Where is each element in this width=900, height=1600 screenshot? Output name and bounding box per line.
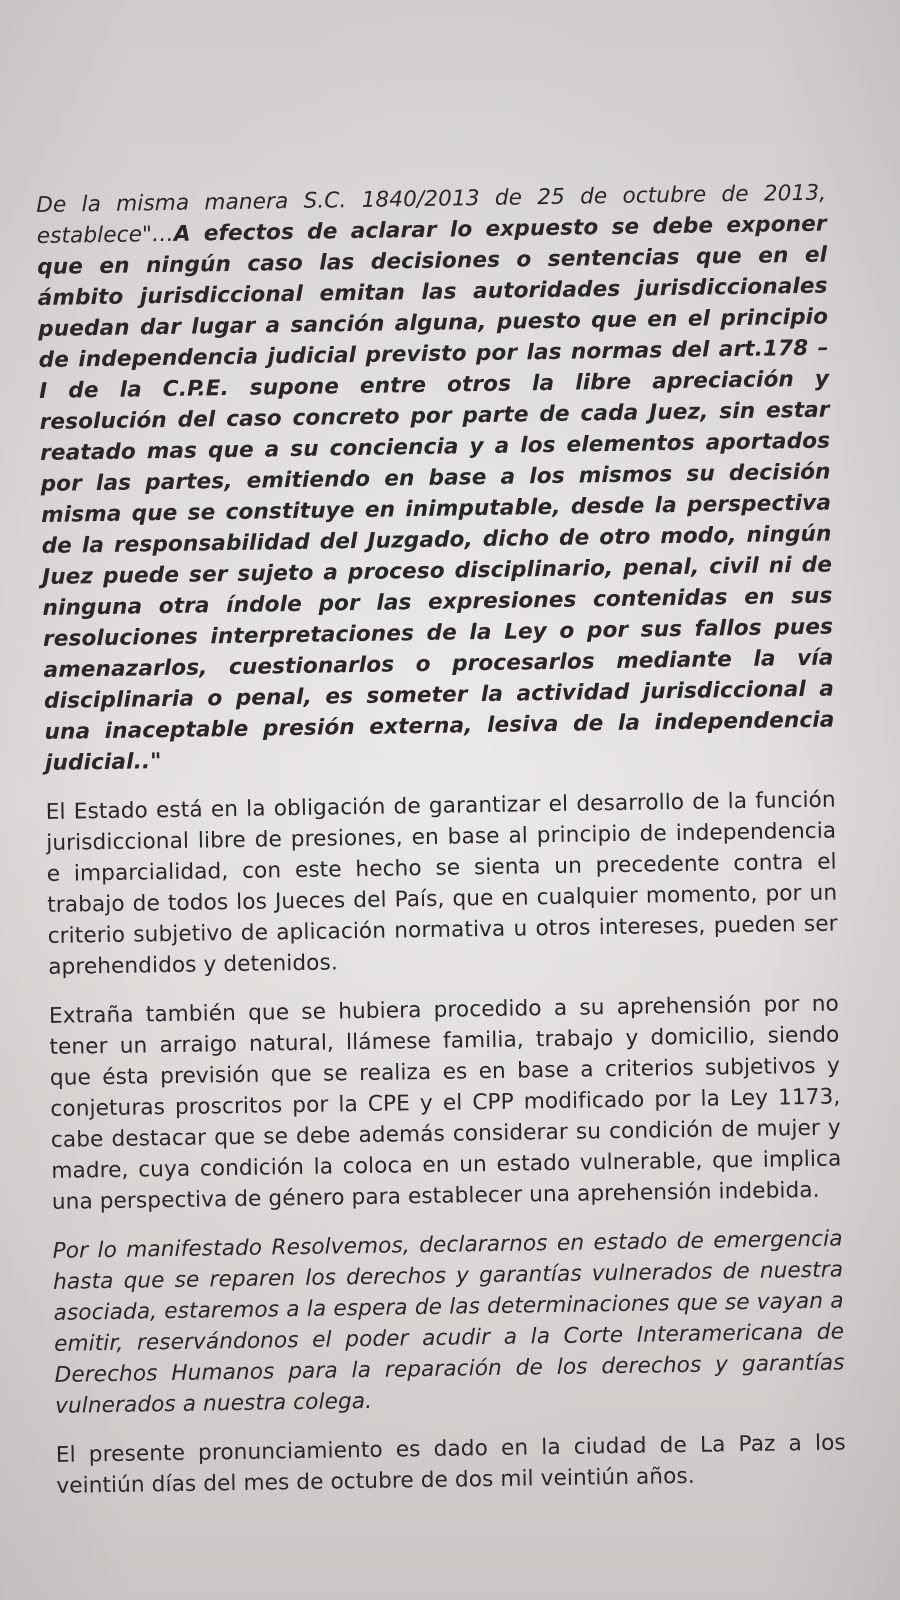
paragraph-quotation [36,178,835,779]
quotation-text: A efectos de aclarar lo expuesto se debe exponer que en ningún caso las decisiones o sentencias que en el ámbito jurisdiccional emitan las autoridades jurisdiccionales puedan dar lugar a sanción alguna, puesto que en el principio de independencia judicial previsto por las normas del art.178 – I de la C.P.E. supone entre otros la libre apreciación y resolución del caso concreto por parte de cada Juez, sin estar reatado mas que a su conciencia y a los elementos aportados por las partes, emitiendo en base a los mismos su decisión misma que se constituye en inimputable, desde la perspectiva de la responsabilidad del Juzgado, dicho de otro modo, ningún Juez puede ser sujeto a proceso disciplinario, penal, civil ni de ninguna otra índole por las expresiones contenidas en sus resoluciones interpretaciones de la Ley o por sus fallos pues amenazarlos, cuestionarlos o procesarlos mediante la vía disciplinaria o penal, es someter la actividad jurisdiccional a una inaceptable presión externa, lesiva de la independencia judicial.." [37,211,835,776]
paragraph-resolution: Por lo manifestado Resolvemos, declararnos en estado de emergencia hasta que se reparen los derechos y garantías vulnerados de nuestra asociada, estaremos a la espera de las determinaciones que se vayan a emitir, reservándonos el poder acudir a la Corte Interamericana de Derechos Humanos para la reparación de los derechos y garantías vulnerados a nuestra colega. [52,1226,845,1419]
paragraph-apprehension: Extraña también que se hubiera procedido a su aprehensión por no tener un arraigo natural, llámese familia, trabajo y domicilio, siendo que ésta previsión que se realiza es en base a criterios subjetivos y conjeturas proscritos por la CPE y el CPP modificado por la Ley 1173, cabe destacar que se debe además considerar su condición de mujer y madre, cuya condición la coloca en un estado vulnerable, que implica una perspectiva de género para establecer una aprehensión indebida. [48,991,842,1215]
paragraph-state-obligation: El Estado está en la obligación de garantizar el desarrollo de la función jurisdiccional libre de presiones, en base al principio de independencia e imparcialidad, con este hecho se sienta un precedente contra el trabajo de todos los Jueces del País, que en cualquier momento, por un criterio subjetivo de aplicación normativa u otros intereses, pueden ser aprehendidos y detenidos. [45,787,838,980]
quotation-lead: De la misma manera S.C. 1840/2013 de 25 de octubre de 2013, establece"… [36,180,827,249]
paragraph-closing: El presente pronunciamiento es dado en la ciudad de La Paz a los veintiún días del mes de octubre de dos mil veintiún años. [55,1430,846,1499]
document-body [36,178,847,1520]
